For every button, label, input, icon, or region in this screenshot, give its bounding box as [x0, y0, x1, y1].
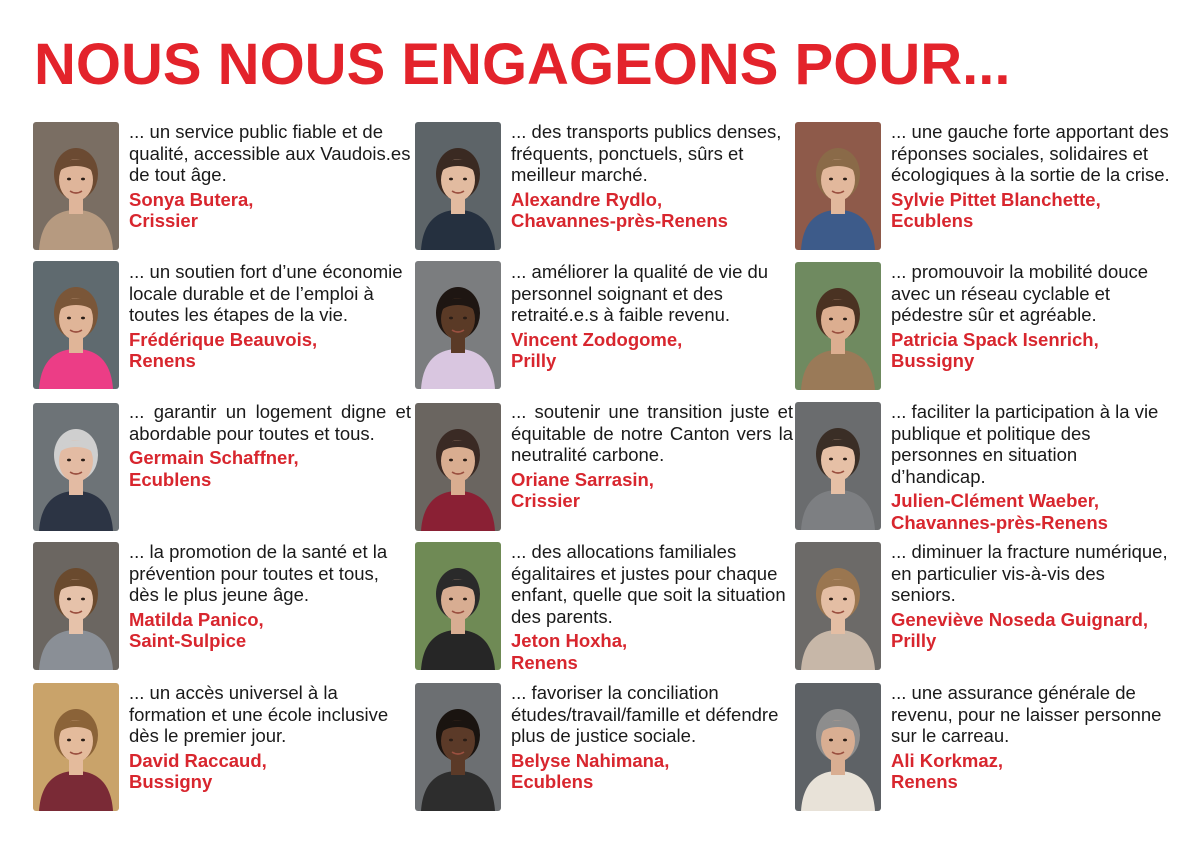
candidate-name: [129, 447, 411, 490]
candidate-entry: [33, 682, 411, 810]
candidate-photo: [33, 403, 119, 531]
candidate-name-line: Belyse Nahimana,: [511, 749, 670, 771]
candidate-name-line: Jeton Hoxha,: [511, 630, 628, 651]
pledge-text: ... des allocations familiales égalitaires et justes pour chaque enfant, quelle que soit la situation des parents.: [511, 541, 786, 627]
pledge-text: ... la promotion de la santé et la prévention pour toutes et tous, dès le plus jeune âge.: [129, 541, 388, 605]
candidate-name-line: Oriane Sarrasin,: [511, 468, 654, 490]
candidate-place: Saint-Sulpice: [129, 630, 247, 651]
candidate-place: Ecublens: [129, 468, 212, 490]
candidate-name-line: Vincent Zodogome,: [511, 328, 683, 350]
candidate-place: Prilly: [511, 350, 557, 371]
candidate-photo: [33, 261, 119, 389]
candidate-entry: [33, 261, 411, 389]
pledge-text: ... garantir un logement digne et abordable pour toutes et tous.: [129, 401, 411, 444]
candidate-place: Ecublens: [891, 210, 974, 231]
candidate-text: [891, 121, 1173, 232]
candidate-entry: [33, 401, 411, 529]
candidate-photo: [33, 683, 119, 811]
candidate-photo: [795, 122, 881, 250]
candidate-name: [891, 189, 1173, 232]
candidate-name-line: Sonya Butera,: [129, 188, 254, 210]
candidate-place: Bussigny: [129, 771, 213, 792]
candidate-photo: [33, 122, 119, 250]
candidate-text: [129, 541, 411, 652]
candidate-entry: [33, 121, 411, 249]
candidate-entry: [33, 541, 411, 669]
candidate-text: [891, 401, 1173, 533]
candidate-photo: [415, 542, 501, 670]
candidate-entry: [795, 401, 1173, 533]
candidate-place: Ecublens: [511, 771, 594, 792]
candidate-entry: [795, 682, 1173, 810]
candidate-text: [129, 261, 411, 372]
candidate-name-line: David Raccaud,: [129, 749, 267, 771]
pledge-text: ... diminuer la fracture numérique, en particulier vis-à-vis des seniors.: [891, 541, 1168, 605]
candidate-entry: [415, 401, 793, 529]
candidate-name: [891, 329, 1173, 372]
candidate-photo: [795, 683, 881, 811]
pledge-text: ... une gauche forte apportant des réponses sociales, solidaires et écologiques à la sortie de la crise.: [891, 121, 1170, 185]
candidate-photo: [415, 261, 501, 389]
candidate-text: [891, 682, 1173, 793]
candidate-name-line: Frédérique Beauvois,: [129, 328, 318, 350]
candidate-entry: [415, 121, 793, 249]
candidate-text: [511, 121, 793, 232]
candidate-photo: [795, 262, 881, 390]
candidate-name-line: Alexandre Rydlo,: [511, 188, 663, 210]
candidate-text: [129, 121, 411, 232]
candidate-name: [511, 750, 793, 793]
candidate-photo: [415, 403, 501, 531]
candidate-entry: [415, 541, 793, 673]
candidate-name: [511, 630, 793, 673]
candidate-entry: [795, 121, 1173, 249]
candidate-text: [891, 261, 1173, 372]
candidate-text: [891, 541, 1173, 652]
candidate-text: [511, 682, 793, 793]
candidate-entry: [415, 682, 793, 810]
candidate-place: Renens: [129, 350, 196, 371]
candidate-name-line: Patricia Spack Isenrich,: [891, 328, 1099, 350]
pledge-text: ... améliorer la qualité de vie du personnel soignant et des retraité.e.s à faible revenu.: [511, 261, 769, 325]
pledge-text: ... un service public fiable et de qualité, accessible aux Vaudois.es de tout âge.: [129, 121, 411, 185]
pledge-text: ... soutenir une transition juste et équitable de notre Canton vers la neutralité carbone.: [511, 401, 793, 465]
candidate-name: [511, 469, 793, 512]
candidate-place: Renens: [891, 771, 958, 792]
candidate-name-line: Julien-Clément Waeber,: [891, 490, 1100, 511]
candidate-text: [511, 401, 793, 512]
candidate-photo: [415, 683, 501, 811]
candidate-text: [129, 401, 411, 490]
pledge-text: ... un soutien fort d’une économie locale durable et de l’emploi à toutes les étapes de la vie.: [129, 261, 403, 325]
pledge-text: ... promouvoir la mobilité douce avec un réseau cyclable et pédestre sûr et agréable.: [891, 261, 1149, 325]
candidate-name-line: Geneviève Noseda Guignard,: [891, 608, 1149, 630]
candidate-name-line: Ali Korkmaz,: [891, 749, 1004, 771]
candidate-name: [511, 329, 793, 372]
candidate-photo: [415, 122, 501, 250]
candidate-place: Crissier: [511, 490, 580, 511]
pledge-text: ... des transports publics denses, fréquents, ponctuels, sûrs et meilleur marché.: [511, 121, 782, 185]
candidate-text: [511, 261, 793, 372]
candidate-place: Renens: [511, 651, 578, 673]
candidate-entry: [415, 261, 793, 389]
candidate-text: [511, 541, 793, 673]
candidate-name-line: Matilda Panico,: [129, 608, 264, 630]
candidate-place: Crissier: [129, 210, 198, 231]
candidate-entry: [795, 541, 1173, 669]
candidate-text: [129, 682, 411, 793]
candidate-place: Chavannes-près-Renens: [511, 210, 728, 231]
candidate-entry: [795, 261, 1173, 389]
pledge-text: ... une assurance générale de revenu, pour ne laisser personne sur le carreau.: [891, 682, 1162, 746]
candidate-photo: [795, 542, 881, 670]
pledge-text: ... favoriser la conciliation études/travail/famille et défendre plus de justice sociale.: [511, 682, 779, 746]
candidate-name: [129, 329, 411, 372]
page-title: NOUS NOUS ENGAGEONS POUR...: [34, 32, 1011, 97]
candidate-place: Prilly: [891, 630, 937, 651]
candidate-photo: [33, 542, 119, 670]
candidate-name-line: Germain Schaffner,: [129, 447, 299, 468]
candidate-place: Chavannes-près-Renens: [891, 511, 1108, 533]
candidate-photo: [795, 402, 881, 530]
candidate-name-line: Sylvie Pittet Blanchette,: [891, 188, 1101, 210]
candidate-name: [511, 189, 793, 232]
candidate-name: [891, 750, 1173, 793]
candidate-name: [129, 609, 411, 652]
pledge-text: ... un accès universel à la formation et une école inclusive dès le premier jour.: [129, 682, 389, 746]
candidate-name: [891, 609, 1173, 652]
candidate-name: [129, 750, 411, 793]
pledge-text: ... faciliter la participation à la vie publique et politique des personnes en situation d’handicap.: [891, 401, 1159, 487]
candidate-name: [129, 189, 411, 232]
candidate-place: Bussigny: [891, 350, 975, 371]
candidate-name: [891, 490, 1173, 533]
